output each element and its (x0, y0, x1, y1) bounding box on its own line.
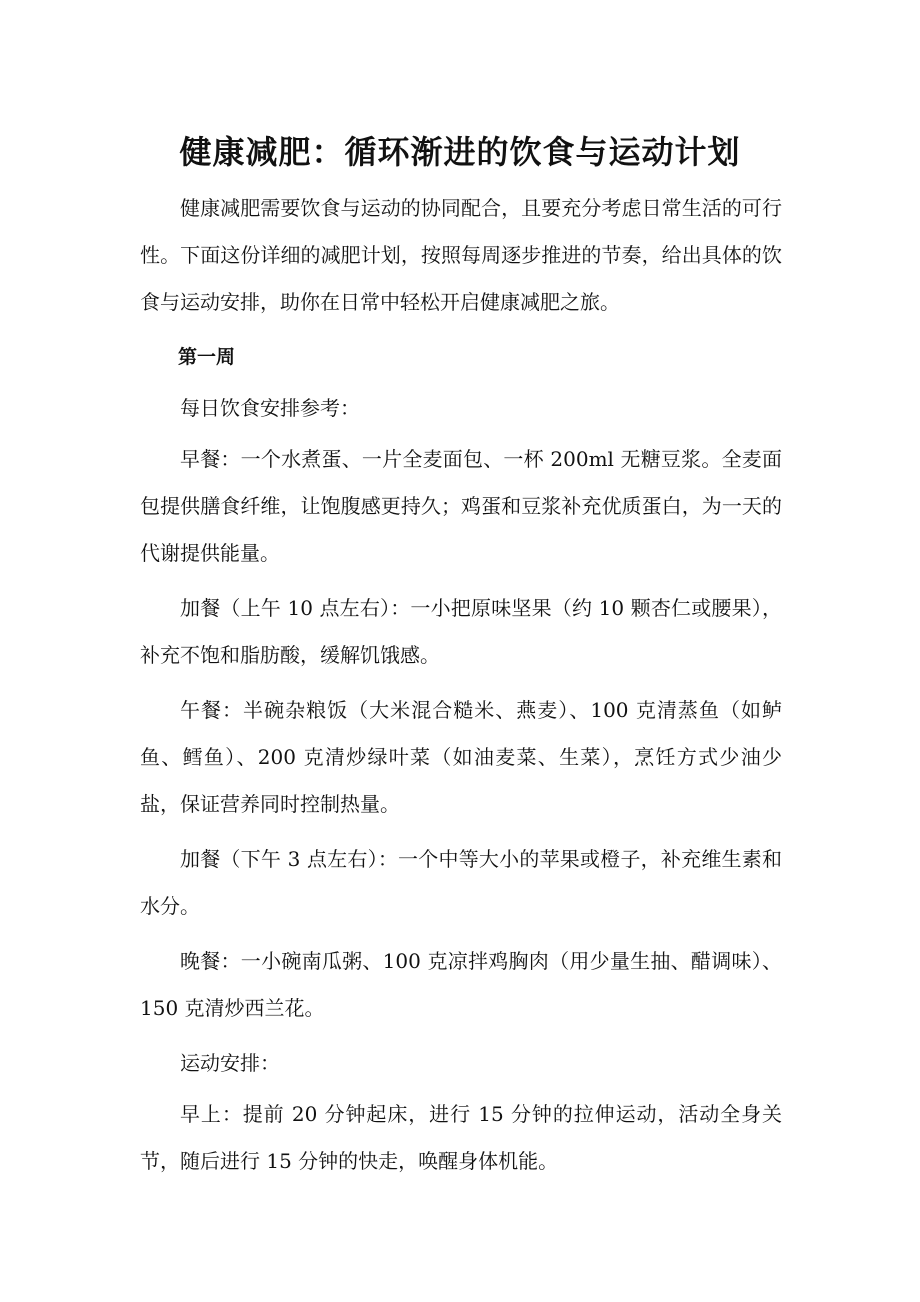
afternoon-snack-paragraph: 加餐（下午 3 点左右）：一个中等大小的苹果或橙子，补充维生素和水分。 (140, 847, 782, 918)
exercise-label: 运动安排： (180, 1051, 280, 1075)
intro-paragraph: 健康减肥需要饮食与运动的协同配合，且要充分考虑日常生活的可行性。下面这份详细的减肥计划，按照每周逐步推进的节奏，给出具体的饮食与运动安排，助你在日常中轻松开启健康减肥之旅。 (140, 196, 782, 314)
document-body (140, 185, 782, 1193)
dinner-paragraph: 晚餐：一小碗南瓜粥、100 克凉拌鸡胸肉（用少量生抽、醋调味）、150 克清炒西兰花。 (140, 949, 782, 1020)
diet-label: 每日饮食安排参考： (180, 396, 360, 420)
morning-exercise-paragraph: 早上：提前 20 分钟起床，进行 15 分钟的拉伸运动，活动全身关节，随后进行 15 分钟的快走，唤醒身体机能。 (140, 1102, 782, 1173)
breakfast-paragraph: 早餐：一个水煮蛋、一片全麦面包、一杯 200ml 无糖豆浆。全麦面包提供膳食纤维，让饱腹感更持久；鸡蛋和豆浆补充优质蛋白，为一天的代谢提供能量。 (140, 447, 782, 565)
morning-snack-paragraph: 加餐（上午 10 点左右）：一小把原味坚果（约 10 颗杏仁或腰果），补充不饱和脂肪酸，缓解饥饿感。 (140, 596, 782, 667)
lunch-paragraph: 午餐：半碗杂粮饭（大米混合糙米、燕麦）、100 克清蒸鱼（如鲈鱼、鳕鱼）、200 克清炒绿叶菜（如油麦菜、生菜），烹饪方式少油少盐，保证营养同时控制热量。 (140, 698, 782, 816)
week-heading: 第一周 (178, 346, 236, 368)
document-title: 健康减肥：循环渐进的饮食与运动计划 (179, 133, 741, 171)
